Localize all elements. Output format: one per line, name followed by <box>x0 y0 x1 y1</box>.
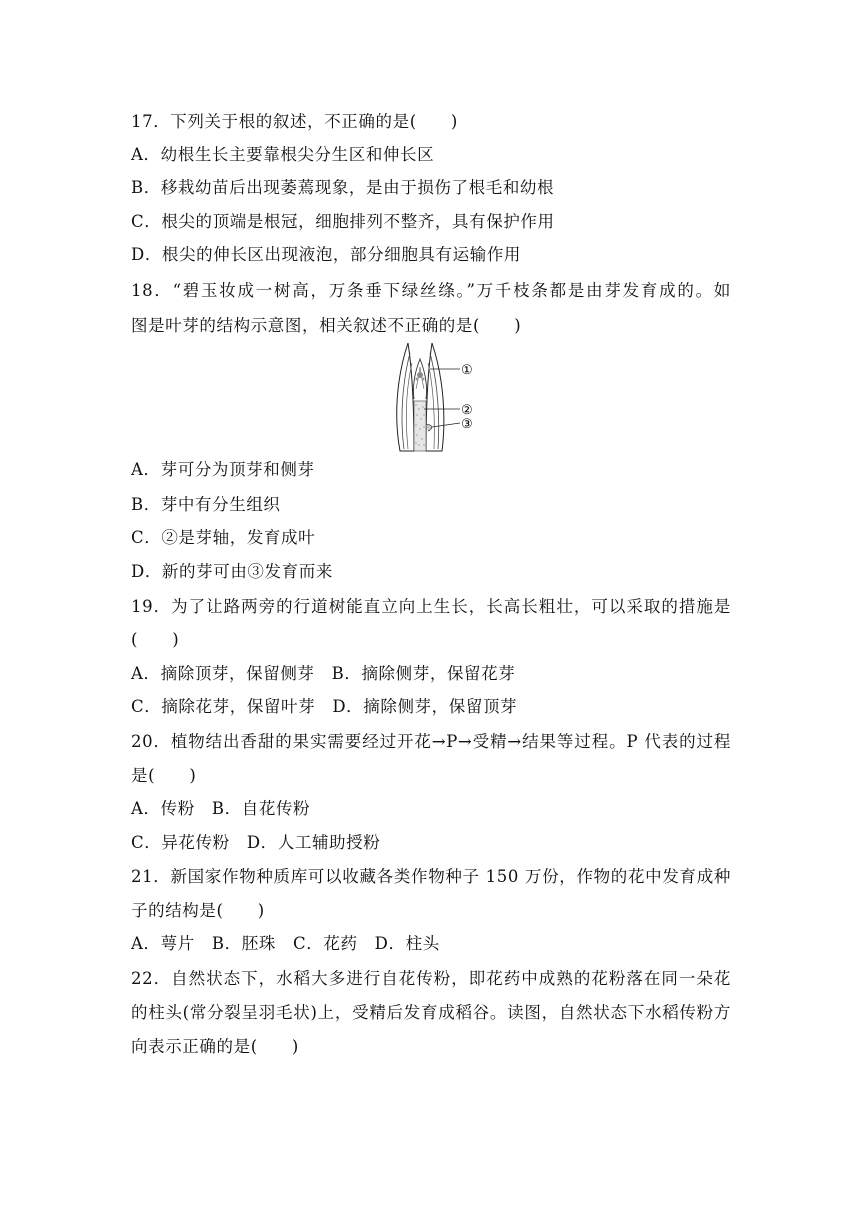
q17-option-d: D．根尖的伸长区出现液泡，部分细胞具有运输作用 <box>131 245 522 264</box>
q20-stem-line-1: 20．植物结出香甜的果实需要经过开花→P→受精→结果等过程。P 代表的过程 <box>131 732 731 751</box>
q17-option-a: A．幼根生长主要靠根尖分生区和伸长区 <box>131 145 435 164</box>
q19-options-cd: C．摘除花芽，保留叶芽 D．摘除侧芽，保留顶芽 <box>131 697 518 716</box>
q19-stem-line-1: 19．为了让路两旁的行道树能直立向上生长，长高长粗壮，可以采取的措施是 <box>131 597 731 616</box>
q21-options: A．萼片 B．胚珠 C．花药 D．柱头 <box>131 934 440 953</box>
q21-stem-line-2: 子的结构是( ) <box>131 901 265 920</box>
q19-options-ab: A．摘除顶芽，保留侧芽 B．摘除侧芽，保留花芽 <box>131 664 516 683</box>
q17-option-b: B．移栽幼苗后出现萎蔫现象，是由于损伤了根毛和幼根 <box>131 178 555 197</box>
q22-stem-line-1: 22．自然状态下，水稻大多进行自花传粉，即花药中成熟的花粉落在同一朵花 <box>131 969 731 988</box>
leaf-bud-diagram <box>388 339 488 457</box>
q20-options-cd: C．异花传粉 D．人工辅助授粉 <box>131 833 381 852</box>
q21-stem-line-1: 21．新国家作物种质库可以收藏各类作物种子 150 万份，作物的花中发育成种 <box>131 867 731 886</box>
q18-option-c: C．②是芽轴，发育成叶 <box>131 528 316 547</box>
q20-stem-line-2: 是( ) <box>131 766 197 785</box>
figure-label-2: ② <box>461 403 473 418</box>
figure-label-1: ① <box>461 363 473 378</box>
q22-stem-line-3: 向表示正确的是( ) <box>131 1037 299 1056</box>
q18-option-b: B．芽中有分生组织 <box>131 495 281 514</box>
q19-stem-line-2: ( ) <box>131 630 180 649</box>
q20-options-ab: A．传粉 B．自花传粉 <box>131 799 311 818</box>
q18-option-d: D．新的芽可由③发育而来 <box>131 562 333 581</box>
q18-stem-line-1: 18．“碧玉妆成一树高，万条垂下绿丝绦。”万千枝条都是由芽发育成的。如 <box>131 281 731 300</box>
q18-stem-line-2: 图是叶芽的结构示意图，相关叙述不正确的是( ) <box>131 316 522 335</box>
q17-stem: 17．下列关于根的叙述，不正确的是( ) <box>131 112 458 131</box>
figure-label-3: ③ <box>461 417 473 432</box>
q18-option-a: A．芽可分为顶芽和侧芽 <box>131 460 315 479</box>
q22-stem-line-2: 的柱头(常分裂呈羽毛状)上，受精后发育成稻谷。读图，自然状态下水稻传粉方 <box>131 1003 731 1022</box>
q17-option-c: C．根尖的顶端是根冠，细胞排列不整齐，具有保护作用 <box>131 212 555 231</box>
